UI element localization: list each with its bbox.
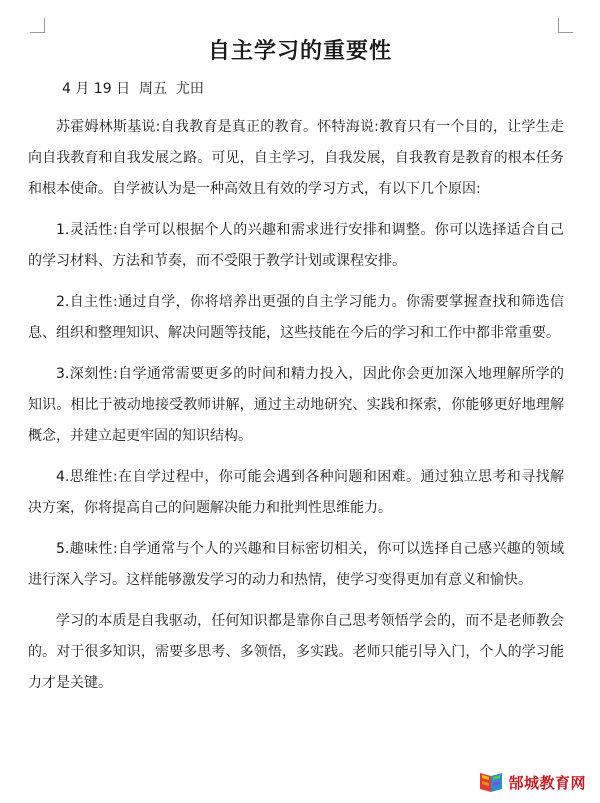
paragraph-thinking: 4.思维性:在自学过程中，你可能会遇到各种问题和困难。通过独立思考和寻找解决方案，你将提高自己的问题解决能力和批判性思维能力。 xyxy=(28,469,564,516)
document-title: 自主学习的重要性 xyxy=(207,39,392,64)
paragraph-intro: 苏霍姆林斯基说:自我教育是真正的教育。怀特海说:教育只有一个目的，让学生走向自我教育和自我发展之路。可见，自主学习，自我发展，自我教育是教育的根本任务和根本使命。自学被认为是一种高效且有效的学习方式，有以下几个原因: xyxy=(28,119,564,197)
paragraph-autonomy: 2.自主性:通过自学，你将培养出更强的自主学习能力。你需要掌握查找和筛选信息、组织和整理知识、解决问题等技能，这些技能在今后的学习和工作中都非常重要。 xyxy=(28,294,564,341)
page-corner-mark-right xyxy=(558,18,573,33)
paragraph-conclusion: 学习的本质是自我驱动，任何知识都是靠你自己思考领悟学会的，而不是老师教会的。对于很多知识，需要多思考、多领悟，多实践。老师只能引导入门，个人的学习能力才是关键。 xyxy=(28,613,564,691)
page-corner-mark-left xyxy=(30,18,45,33)
watermark-logo xyxy=(478,771,586,793)
paragraph-interest: 5.趣味性:自学通常与个人的兴趣和目标密切相关，你可以选择自己感兴趣的领域进行深入学习。这样能够激发学习的动力和热情，使学习变得更加有意义和愉快。 xyxy=(28,541,564,588)
watermark-text: 郜城教育网 xyxy=(508,773,586,792)
paragraph-depth: 3.深刻性:自学通常需要更多的时间和精力投入，因此你会更加深入地理解所学的知识。相比于被动地接受教师讲解，通过主动地研究、实践和探索，你能够更好地理解概念，并建立起更牢固的知识结构。 xyxy=(28,366,564,444)
book-icon xyxy=(478,771,504,793)
document-meta: 4 月 19 日 周五 尤田 xyxy=(62,81,204,97)
paragraph-flexibility: 1.灵活性:自学可以根据个人的兴趣和需求进行安排和调整。你可以选择适合自己的学习材料、方法和节奏，而不受限于教学计划或课程安排。 xyxy=(28,222,564,269)
document-body xyxy=(28,112,564,709)
